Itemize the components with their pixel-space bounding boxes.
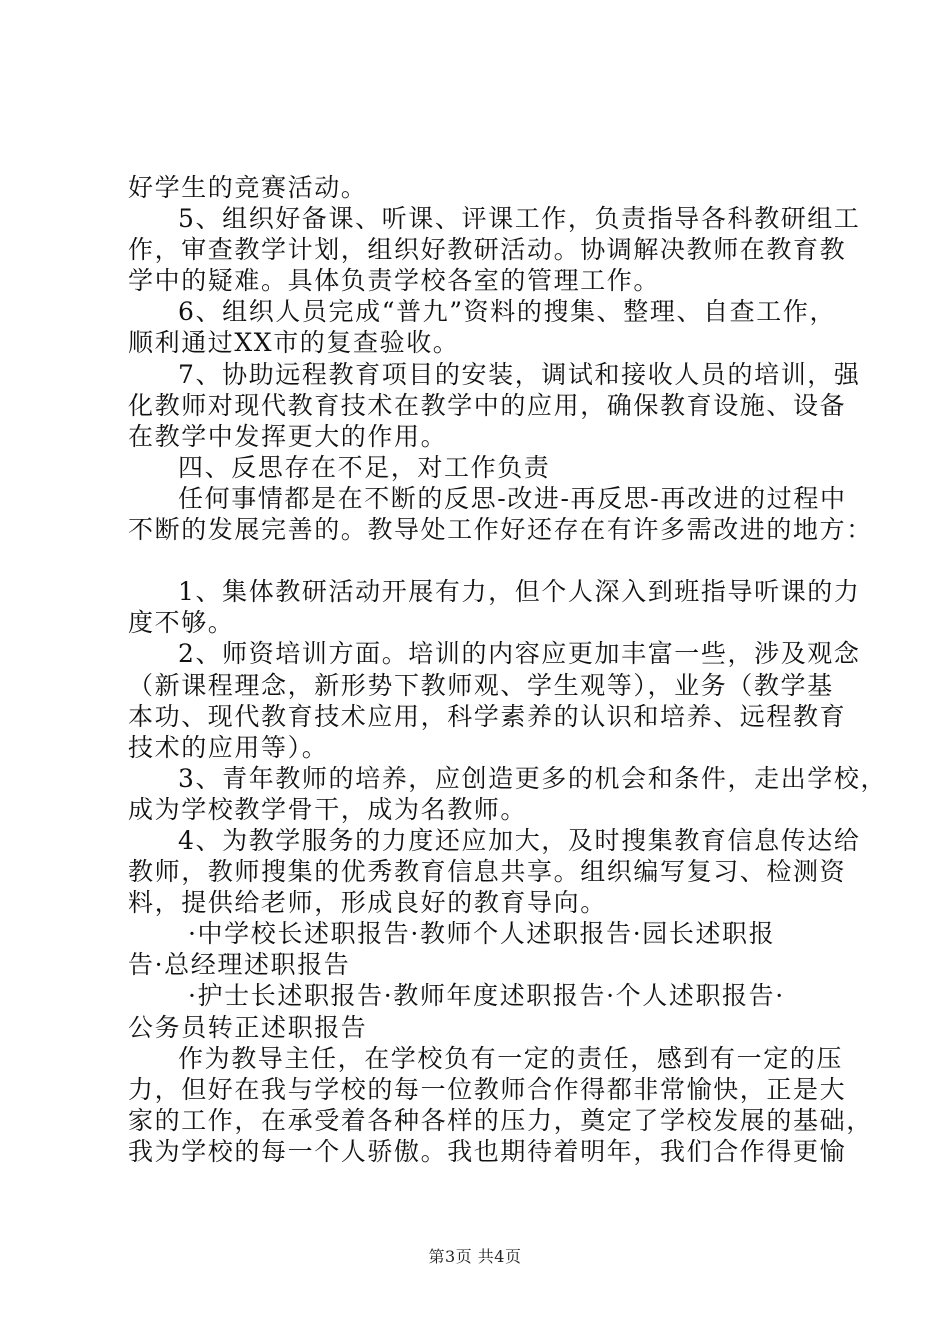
paragraph-line: 在教学中发挥更大的作用。 bbox=[128, 421, 448, 451]
paragraph-line: 化教师对现代教育技术在教学中的应用，确保教育设施、设备 bbox=[128, 390, 847, 420]
page-indicator: 第3页 共4页 bbox=[428, 1247, 522, 1266]
paragraph-line: 任何事情都是在不断的反思-改进-再反思-再改进的过程中 bbox=[178, 483, 847, 513]
document-body bbox=[128, 172, 888, 1167]
paragraph-line: 度不够。 bbox=[128, 608, 235, 638]
paragraph-line: 顺利通过XX市的复查验收。 bbox=[128, 328, 460, 358]
paragraph-line: 教师，教师搜集的优秀教育信息共享。组织编写复习、检测资 bbox=[128, 857, 847, 887]
paragraph-line: 6、组织人员完成“普九”资料的搜集、整理、自查工作， bbox=[178, 297, 837, 327]
paragraph-line: 学中的疑难。具体负责学校各室的管理工作。 bbox=[128, 266, 661, 296]
paragraph-line: 本功、现代教育技术应用，科学素养的认识和培养、远程教育 bbox=[128, 701, 847, 731]
paragraph-line: 成为学校教学骨干，成为名教师。 bbox=[128, 794, 528, 824]
paragraph-line: 作，审查教学计划，组织好教研活动。协调解决教师在教育教 bbox=[128, 235, 847, 265]
paragraph-line: 5、组织好备课、听课、评课工作，负责指导各科教研组工 bbox=[178, 204, 861, 234]
blank-line bbox=[128, 545, 840, 576]
paragraph-line: 7、协助远程教育项目的安装，调试和接收人员的培训，强 bbox=[178, 359, 861, 389]
paragraph-line: 技术的应用等）。 bbox=[128, 732, 329, 762]
paragraph-line: 料，提供给老师，形成良好的教育导向。 bbox=[128, 888, 607, 918]
paragraph-line: 力，但好在我与学校的每一位教师合作得都非常愉快，正是大 bbox=[128, 1074, 847, 1104]
related-links-row[interactable]: 公务员转正述职报告 bbox=[128, 1012, 368, 1042]
paragraph-line: 好学生的竞赛活动。 bbox=[128, 173, 368, 202]
paragraph-line: 1、集体教研活动开展有力，但个人深入到班指导听课的力 bbox=[178, 577, 861, 607]
paragraph-line: 不断的发展完善的。教导处工作好还存在有许多需改进的地方： bbox=[128, 515, 873, 545]
paragraph-line: 4、为教学服务的力度还应加大，及时搜集教育信息传达给 bbox=[178, 825, 861, 855]
paragraph-line: 2、师资培训方面。培训的内容应更加丰富一些，涉及观念 bbox=[178, 639, 861, 669]
paragraph-line: 3、青年教师的培养，应创造更多的机会和条件，走出学校， bbox=[178, 763, 888, 793]
paragraph-line: 我为学校的每一个人骄傲。我也期待着明年，我们合作得更愉 bbox=[128, 1136, 847, 1166]
related-links-row[interactable]: 告·总经理述职报告 bbox=[128, 950, 351, 980]
paragraph-line: 作为教导主任，在学校负有一定的责任，感到有一定的压 bbox=[178, 1043, 844, 1073]
related-links-row[interactable]: ·护士长述职报告·教师年度述职报告·个人述职报告· bbox=[188, 981, 785, 1011]
related-links-row[interactable]: ·中学校长述职报告·教师个人述职报告·园长述职报 bbox=[188, 919, 776, 949]
section-heading: 四、反思存在不足，对工作负责 bbox=[178, 452, 551, 482]
paragraph-line: 家的工作，在承受着各种各样的压力，奠定了学校发展的基础， bbox=[128, 1105, 873, 1135]
paragraph-line: （新课程理念，新形势下教师观、学生观等），业务（教学基 bbox=[128, 670, 834, 700]
